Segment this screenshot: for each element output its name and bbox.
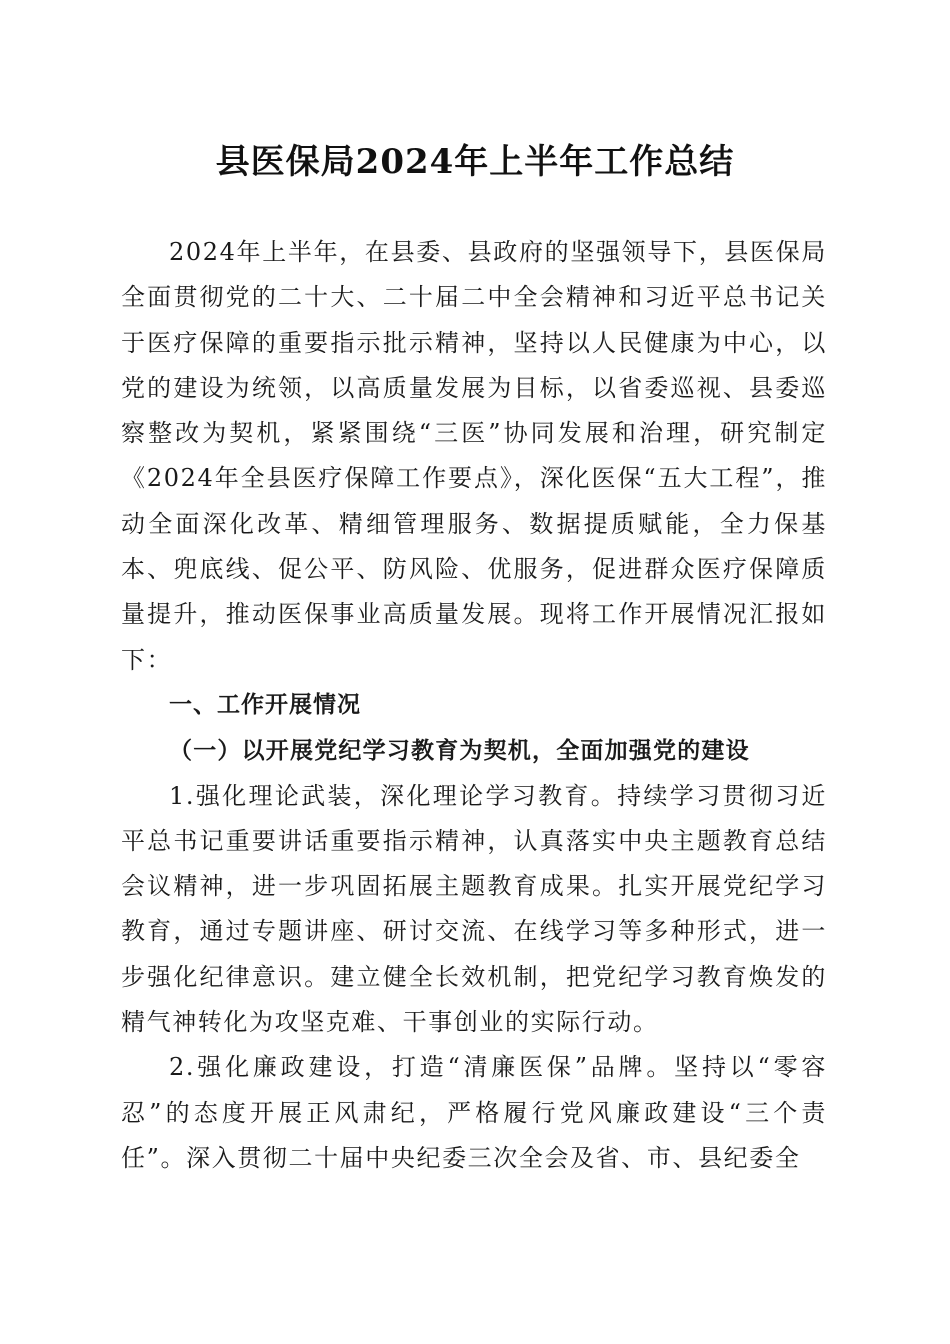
item-paragraph-2: 2.强化廉政建设，打造“清廉医保”品牌。坚持以“零容忍”的态度开展正风肃纪，严格履行党风廉政建设“三个责任”。深入贯彻二十届中央纪委三次全会及省、市、县纪委全: [121, 1053, 827, 1172]
item-paragraph-1: 1.强化理论武装，深化理论学习教育。持续学习贯彻习近平总书记重要讲话重要指示精神，认真落实中央主题教育总结会议精神，进一步巩固拓展主题教育成果。扎实开展党纪学习教育，通过专题讲座、研讨交流、在线学习等多种形式，进一步强化纪律意识。建立健全长效机制，把党纪学习教育焕发的精气神转化为攻坚克难、干事创业的实际行动。: [121, 781, 827, 1037]
intro-paragraph: 2024年上半年，在县委、县政府的坚强领导下，县医保局全面贯彻党的二十大、二十届二中全会精神和习近平总书记关于医疗保障的重要指示批示精神，坚持以人民健康为中心，以党的建设为统领，以高质量发展为目标，以省委巡视、县委巡察整改为契机，紧紧围绕“三医”协同发展和治理，研究制定《2024年全县医疗保障工作要点》，深化医保“五大工程”，推动全面深化改革、精细管理服务、数据提质赋能，全力保基本、兜底线、促公平、防风险、优服务，促进群众医疗保障质量提升，推动医保事业高质量发展。现将工作开展情况汇报如下：: [121, 238, 827, 674]
section-heading: 一、工作开展情况: [169, 691, 361, 718]
document-body: [121, 230, 827, 1181]
document-title: 县医保局2024年上半年工作总结: [215, 142, 735, 182]
subsection-heading: （一）以开展党纪学习教育为契机，全面加强党的建设: [169, 737, 750, 765]
